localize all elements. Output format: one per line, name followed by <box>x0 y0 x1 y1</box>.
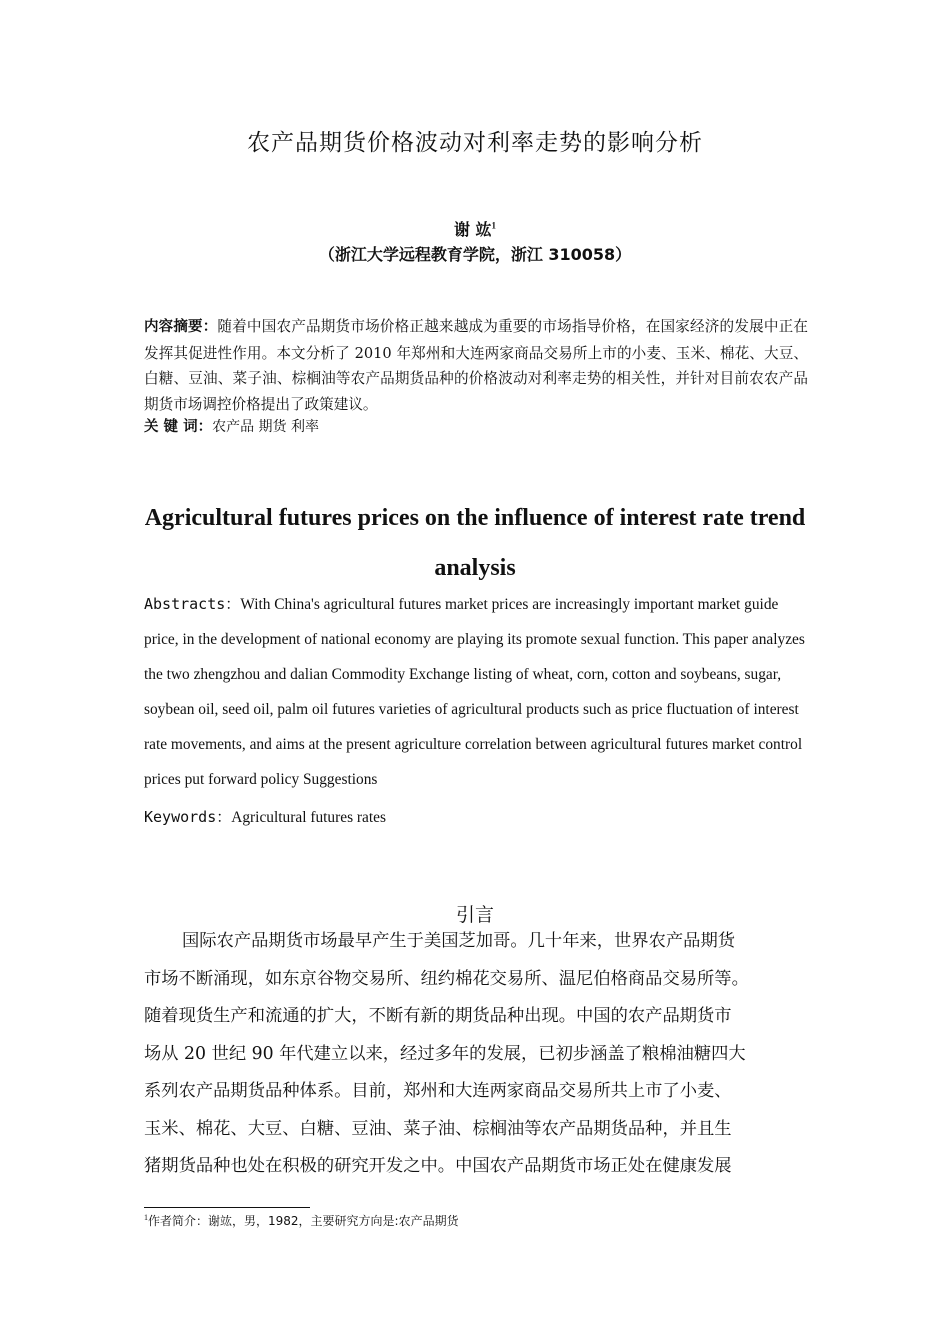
abstract-chinese-text: 随着中国农产品期货市场价格正越来越成为重要的市场指导价格，在国家经济的发展中正在发挥其促进性作用。本文分析了 2010 年郑州和大连两家商品交易所上市的小麦、玉米、棉花、大豆、白糖、豆油、菜子油、棕榈油等农产品期货品种的价格波动对利率走势的相关性，并针对目前农农产品期货市场调控价格提出了政策建议。 <box>144 318 808 413</box>
keywords-english <box>144 806 386 827</box>
keywords-english-label: Keywords： <box>144 808 232 826</box>
section-heading-introduction: 引言 <box>455 904 494 926</box>
abstract-english-text: With China's agricultural futures market prices are increasingly important market guide price, in the development of national economy are playing its promote sexual function. This paper analyzes the two zhengzhou and dalian Commodity Exchange listing of wheat, corn, cotton and soybeans, sugar, soybean oil, seed oil, palm oil futures varieties of agricultural products such as price fluctuation of interest rate movements, and aims at the present agriculture correlation between agricultural futures market control prices put forward policy Suggestions <box>144 596 805 788</box>
keywords-chinese-value: 农产品 期货 利率 <box>212 419 320 435</box>
footnote-divider <box>144 1207 310 1208</box>
keywords-english-value: Agricultural futures rates <box>231 809 386 826</box>
paper-title-english: Agricultural futures prices on the influence of interest rate trend analysis <box>144 505 806 581</box>
body-line: 玉米、棉花、大豆、白糖、豆油、菜子油、棕榈油等农产品期货品种，并且生 <box>144 1118 732 1139</box>
abstract-english <box>144 587 810 797</box>
footnote <box>144 1212 459 1229</box>
body-line: 系列农产品期货品种体系。目前，郑州和大连两家商品交易所共上市了小麦、 <box>144 1081 732 1101</box>
keywords-chinese <box>144 415 319 436</box>
paper-title-chinese: 农产品期货价格波动对利率走势的影响分析 <box>247 130 703 156</box>
abstract-english-label: Abstracts： <box>144 595 241 613</box>
author-line <box>0 217 950 240</box>
abstract-chinese <box>144 314 808 417</box>
body-line: 国际农产品期货市场最早产生于美国芝加哥。几十年来，世界农产品期货 <box>182 931 736 951</box>
body-line: 市场不断涌现，如东京谷物交易所、纽约棉花交易所、温尼伯格商品交易所等。 <box>144 968 749 989</box>
body-line: 场从 20 世纪 90 年代建立以来，经过多年的发展，已初步涵盖了粮棉油糖四大 <box>144 1043 746 1064</box>
body-line: 随着现货生产和流通的扩大，不断有新的期货品种出现。中国的农产品期货市 <box>144 1006 732 1026</box>
author-footnote-mark: 1 <box>491 220 497 231</box>
footnote-text: 作者简介：谢竑，男，1982，主要研究方向是:农产品期货 <box>148 1214 459 1228</box>
author-name: 谢 竑 <box>453 220 492 239</box>
abstract-chinese-label: 内容摘要： <box>144 319 218 335</box>
body-line: 猪期货品种也处在积极的研究开发之中。中国农产品期货市场正处在健康发展 <box>144 1156 732 1176</box>
keywords-chinese-label: 关 键 词： <box>144 419 213 435</box>
footnote-mark: 1 <box>144 1213 148 1222</box>
introduction-body <box>144 923 824 1186</box>
author-affiliation: （浙江大学远程教育学院，浙江 310058） <box>318 245 632 264</box>
